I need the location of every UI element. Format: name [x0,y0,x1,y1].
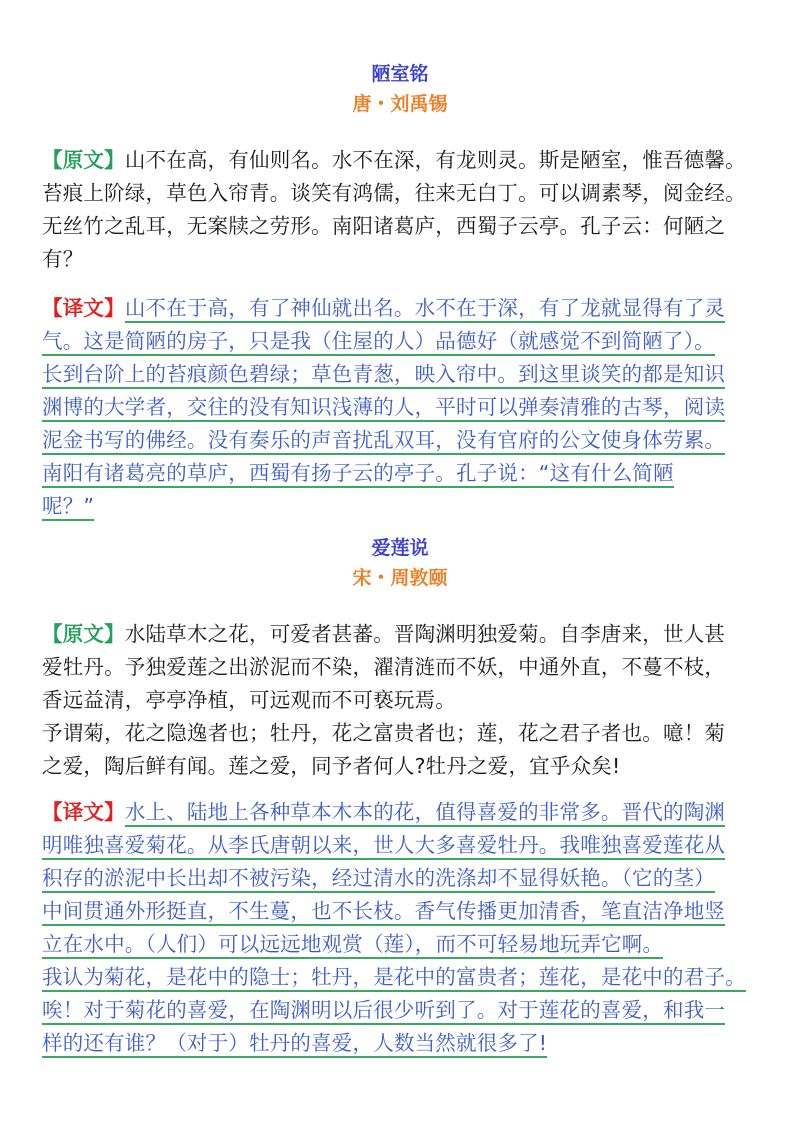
translation-line: 唉！对于菊花的喜爱，在陶渊明以后很少听到了。对于莲花的喜爱，和我一 [42,994,772,1027]
poem1-title: 陋室铭 [371,63,429,85]
translation-line: 泥金书写的佛经。没有奏乐的声音扰乱双耳，没有官府的公文使身体劳累。 [42,424,772,457]
translation-line: 积存的淤泥中长出却不被污染，经过清水的洗涤却不显得妖艳。（它的茎） [42,862,772,895]
original-line: 【原文】山不在高，有仙则名。水不在深，有龙则灵。斯是陋室，惟吾德馨。 [42,148,746,172]
translation-line: 呢？” [42,490,772,523]
original-line: 予谓菊，花之隐逸者也；牡丹，花之富贵者也；莲，花之君子者也。噫！菊 [42,721,726,745]
translation-line: 立在水中。（人们）可以远远地观赏（莲），而不可轻易地玩弄它啊。 [42,928,772,961]
translation-line: 气。这是简陋的房子，只是我（住屋的人）品德好（就感觉不到简陋了）。 [42,325,772,358]
original-tag: 【原文】 [42,622,125,646]
original-line: 香远益清，亭亭净植，可远观而不可亵玩焉。 [42,688,456,712]
original-line: 之爱，陶后鲜有闻。莲之爱，同予者何人?牡丹之爱，宜乎众矣! [42,754,621,778]
original-line: 爱牡丹。予独爱莲之出淤泥而不染，濯清涟而不妖，中通外直，不蔓不枝， [42,655,726,679]
poem2-original [42,618,772,783]
original-line: 苔痕上阶绿，草色入帘青。谈笑有鸿儒，往来无白丁。可以调素琴，阅金经。 [42,181,746,205]
translation-line: 南阳有诸葛亮的草庐，西蜀有扬子云的亭子。孔子说：“这有什么简陋 [42,457,772,490]
original-line: 有？ [42,247,84,271]
translation-line: 【译文】山不在于高，有了神仙就出名。水不在于深，有了龙就显得有了灵 [42,292,772,325]
translation-line: 长到台阶上的苔痕颜色碧绿；草色青葱，映入帘中。到这里谈笑的都是知识 [42,358,772,391]
translation-line: 样的还有谁？（对于）牡丹的喜爱，人数当然就很多了! [42,1027,772,1060]
original-line: 【原文】水陆草木之花，可爱者甚蕃。晋陶渊明独爱菊。自李唐来，世人甚 [42,622,726,646]
translation-line: 明唯独喜爱菊花。从李氏唐朝以来，世人大多喜爱牡丹。我唯独喜爱莲花从 [42,829,772,862]
original-line: 无丝竹之乱耳，无案牍之劳形。南阳诸葛庐，西蜀子云亭。孔子云：何陋之 [42,214,726,238]
poem1-author: 唐・刘禹锡 [352,93,448,115]
poem1-translation [42,292,772,523]
translation-tag: 【译文】 [42,296,125,320]
translation-tag: 【译文】 [42,800,125,824]
translation-line: 【译文】水上、陆地上各种草本木本的花，值得喜爱的非常多。晋代的陶渊 [42,796,772,829]
translation-line: 渊博的大学者，交往的没有知识浅薄的人，平时可以弹奏清雅的古琴，阅读 [42,391,772,424]
translation-line: 中间贯通外形挺直，不生蔓，也不长枝。香气传播更加清香，笔直洁净地竖 [42,895,772,928]
translation-line: 我认为菊花，是花中的隐士；牡丹，是花中的富贵者；莲花，是花中的君子。 [42,961,772,994]
poem2-translation [42,796,772,1060]
poem2-title: 爱莲说 [371,537,429,559]
poem2-author: 宋・周敦颐 [352,567,448,589]
original-tag: 【原文】 [42,148,125,172]
poem1-original [42,144,772,276]
